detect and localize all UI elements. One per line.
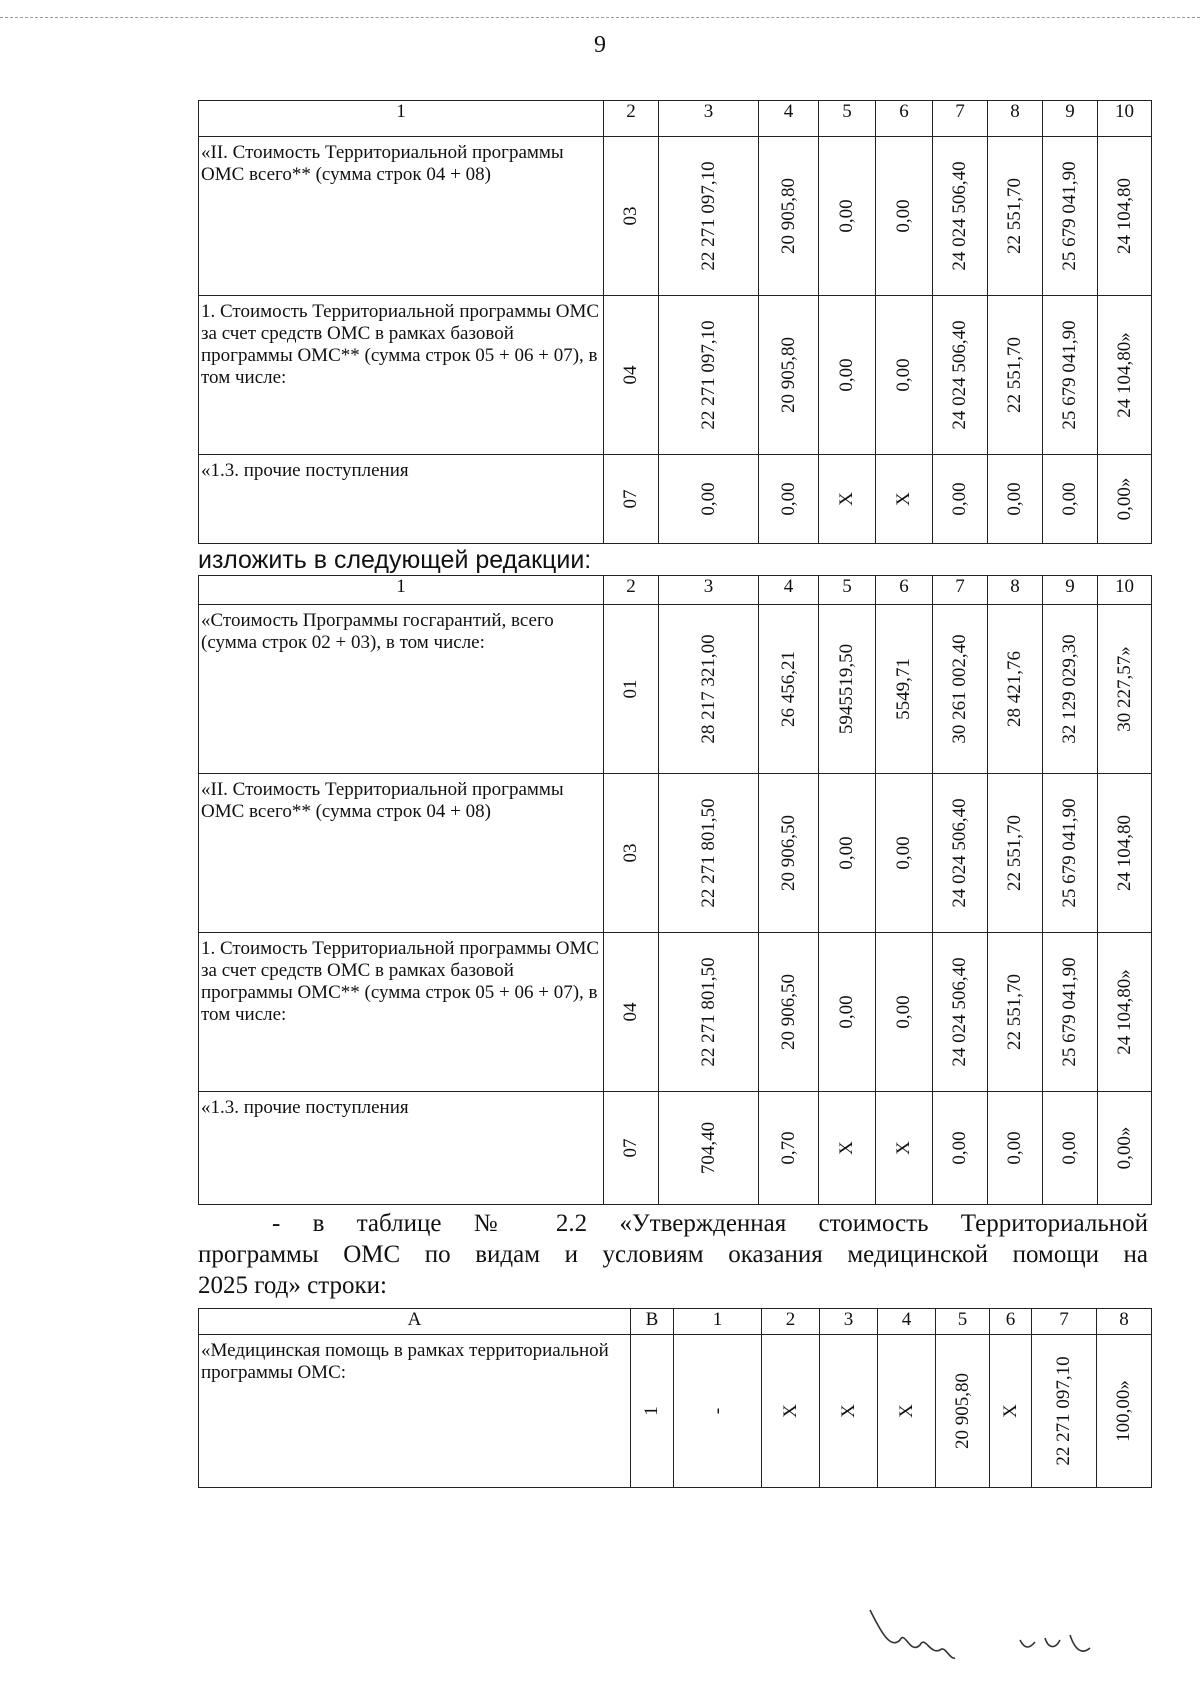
cell-value: 0,00 (876, 296, 933, 455)
row-label: «1.3. прочие поступления (199, 1092, 604, 1205)
cell-value: 04 (604, 933, 659, 1092)
col-header: 4 (759, 576, 819, 605)
cell-value: 22 551,70 (988, 137, 1043, 296)
cell-value: 04 (604, 296, 659, 455)
col-header: 10 (1098, 101, 1152, 137)
cell-value: 0,00 (933, 455, 988, 544)
cell-value: 25 679 041,90 (1043, 774, 1098, 933)
col-header: 6 (990, 1309, 1032, 1335)
cell-value: 0,00 (819, 933, 876, 1092)
cell-value: 704,40 (659, 1092, 759, 1205)
col-header: В (631, 1309, 674, 1335)
cell-value: Х (878, 1335, 936, 1488)
col-header: 3 (820, 1309, 878, 1335)
cell-value: 22 271 097,10 (659, 296, 759, 455)
cell-value: 0,00 (988, 1092, 1043, 1205)
cell-value: Х (762, 1335, 820, 1488)
cell-value: 03 (604, 774, 659, 933)
col-header: А (199, 1309, 631, 1335)
cell-value: 5945519,50 (819, 605, 876, 774)
cell-value: 22 271 097,10 (1032, 1335, 1097, 1488)
cell-value: 20 905,80 (759, 137, 819, 296)
table-2-2-rows (198, 1308, 1152, 1488)
col-header: 2 (762, 1309, 820, 1335)
cell-value: 07 (604, 455, 659, 544)
cell-value: 25 679 041,90 (1043, 933, 1098, 1092)
cell-value: 24 024 506,40 (933, 933, 988, 1092)
table-header-row (199, 576, 1152, 605)
col-header: 9 (1043, 576, 1098, 605)
row-label: «1.3. прочие поступления (199, 455, 604, 544)
cell-value: 30 227,57» (1098, 605, 1152, 774)
cell-value: 0,00 (876, 137, 933, 296)
cell-value: 22 271 801,50 (659, 774, 759, 933)
table-row (199, 605, 1152, 774)
cell-value: 07 (604, 1092, 659, 1205)
col-header: 2 (604, 576, 659, 605)
cell-value: Х (876, 1092, 933, 1205)
cell-value: 20 906,50 (759, 933, 819, 1092)
col-header: 4 (759, 101, 819, 137)
cell-value: 26 456,21 (759, 605, 819, 774)
cell-value: 03 (604, 137, 659, 296)
cell-value: 1 (631, 1335, 674, 1488)
cell-value: 28 217 321,00 (659, 605, 759, 774)
cell-value: 24 104,80 (1098, 774, 1152, 933)
cell-value: Х (876, 455, 933, 544)
col-header: 7 (1032, 1309, 1097, 1335)
col-header: 8 (1097, 1309, 1152, 1335)
col-header: 2 (604, 101, 659, 137)
table-after-edit (198, 575, 1152, 1205)
row-label: «II. Стоимость Территориальной программы ОМС всего** (сумма строк 04 + 08) (199, 774, 604, 933)
cell-value: 0,00 (659, 455, 759, 544)
cell-value: 24 104,80» (1098, 933, 1152, 1092)
cell-value: Х (819, 455, 876, 544)
col-header: 6 (876, 101, 933, 137)
cell-value: 20 905,80 (759, 296, 819, 455)
col-header: 4 (878, 1309, 936, 1335)
col-header: 10 (1098, 576, 1152, 605)
paragraph-line: программы ОМС по видам и условиям оказания медицинской помощи на (198, 1241, 1148, 1268)
page-number: 9 (594, 32, 606, 58)
table-row (199, 1335, 1152, 1488)
cell-value: 25 679 041,90 (1043, 137, 1098, 296)
col-header: 1 (199, 101, 604, 137)
paragraph-line: 2025 год» строки: (198, 1272, 387, 1299)
cell-value: Х (820, 1335, 878, 1488)
cell-value: 20 905,80 (936, 1335, 990, 1488)
cell-value: 24 024 506,40 (933, 774, 988, 933)
table-header-row (199, 101, 1152, 137)
cell-value: 0,00 (759, 455, 819, 544)
cell-value: 0,00 (876, 933, 933, 1092)
col-header: 3 (659, 576, 759, 605)
table-row (199, 933, 1152, 1092)
col-header: 5 (819, 576, 876, 605)
col-header: 8 (988, 101, 1043, 137)
cell-value: Х (819, 1092, 876, 1205)
cell-value: 100,00» (1097, 1335, 1152, 1488)
cell-value: 0,00 (933, 1092, 988, 1205)
cell-value: 01 (604, 605, 659, 774)
col-header: 7 (933, 576, 988, 605)
col-header: 5 (819, 101, 876, 137)
cell-value: 0,00 (1043, 455, 1098, 544)
row-label: «Стоимость Программы госгарантий, всего (сумма строк 02 + 03), в том числе: (199, 605, 604, 774)
row-label: «Медицинская помощь в рамках территориальной программы ОМС: (199, 1335, 631, 1488)
cell-value: 24 024 506,40 (933, 296, 988, 455)
row-label: 1. Стоимость Территориальной программы ОМС за счет средств ОМС в рамках базовой программы ОМС** (сумма строк 05 + 06 + 07), в том числе: (199, 296, 604, 455)
cell-value: - (674, 1335, 762, 1488)
cell-value: 0,00 (819, 137, 876, 296)
scan-top-border (0, 17, 1200, 18)
paragraph-text (198, 1208, 1148, 1301)
handwritten-signature (860, 1600, 1120, 1670)
cell-value: 0,00 (988, 455, 1043, 544)
cell-value: 0,00» (1098, 455, 1152, 544)
table-row (199, 137, 1152, 296)
cell-value: 0,70 (759, 1092, 819, 1205)
col-header: 1 (199, 576, 604, 605)
col-header: 3 (659, 101, 759, 137)
col-header: 9 (1043, 101, 1098, 137)
table-row (199, 774, 1152, 933)
cell-value: 24 024 506,40 (933, 137, 988, 296)
table-row (199, 455, 1152, 544)
cell-value: 22 551,70 (988, 296, 1043, 455)
cell-value: 0,00 (1043, 1092, 1098, 1205)
col-header: 7 (933, 101, 988, 137)
cell-value: Х (990, 1335, 1032, 1488)
cell-value: 28 421,76 (988, 605, 1043, 774)
cell-value: 25 679 041,90 (1043, 296, 1098, 455)
cell-value: 0,00 (819, 774, 876, 933)
cell-value: 22 271 097,10 (659, 137, 759, 296)
cell-value: 24 104,80 (1098, 137, 1152, 296)
col-header: 8 (988, 576, 1043, 605)
table-row (199, 296, 1152, 455)
table-header-row (199, 1309, 1152, 1335)
cell-value: 20 906,50 (759, 774, 819, 933)
paragraph-line: - в таблице № 2.2 «Утвержденная стоимость Территориальной (272, 1210, 1148, 1237)
row-label: 1. Стоимость Территориальной программы ОМС за счет средств ОМС в рамках базовой программы ОМС** (сумма строк 05 + 06 + 07), в том числе: (199, 933, 604, 1092)
cell-value: 22 271 801,50 (659, 933, 759, 1092)
col-header: 6 (876, 576, 933, 605)
cell-value: 0,00 (876, 774, 933, 933)
section-heading: изложить в следующей редакции: (198, 546, 592, 574)
cell-value: 0,00 (819, 296, 876, 455)
row-label: «II. Стоимость Территориальной программы ОМС всего** (сумма строк 04 + 08) (199, 137, 604, 296)
table-before-edit (198, 100, 1152, 544)
cell-value: 30 261 002,40 (933, 605, 988, 774)
cell-value: 32 129 029,30 (1043, 605, 1098, 774)
cell-value: 22 551,70 (988, 774, 1043, 933)
cell-value: 22 551,70 (988, 933, 1043, 1092)
cell-value: 0,00» (1098, 1092, 1152, 1205)
cell-value: 24 104,80» (1098, 296, 1152, 455)
col-header: 1 (674, 1309, 762, 1335)
table-row (199, 1092, 1152, 1205)
col-header: 5 (936, 1309, 990, 1335)
cell-value: 5549,71 (876, 605, 933, 774)
